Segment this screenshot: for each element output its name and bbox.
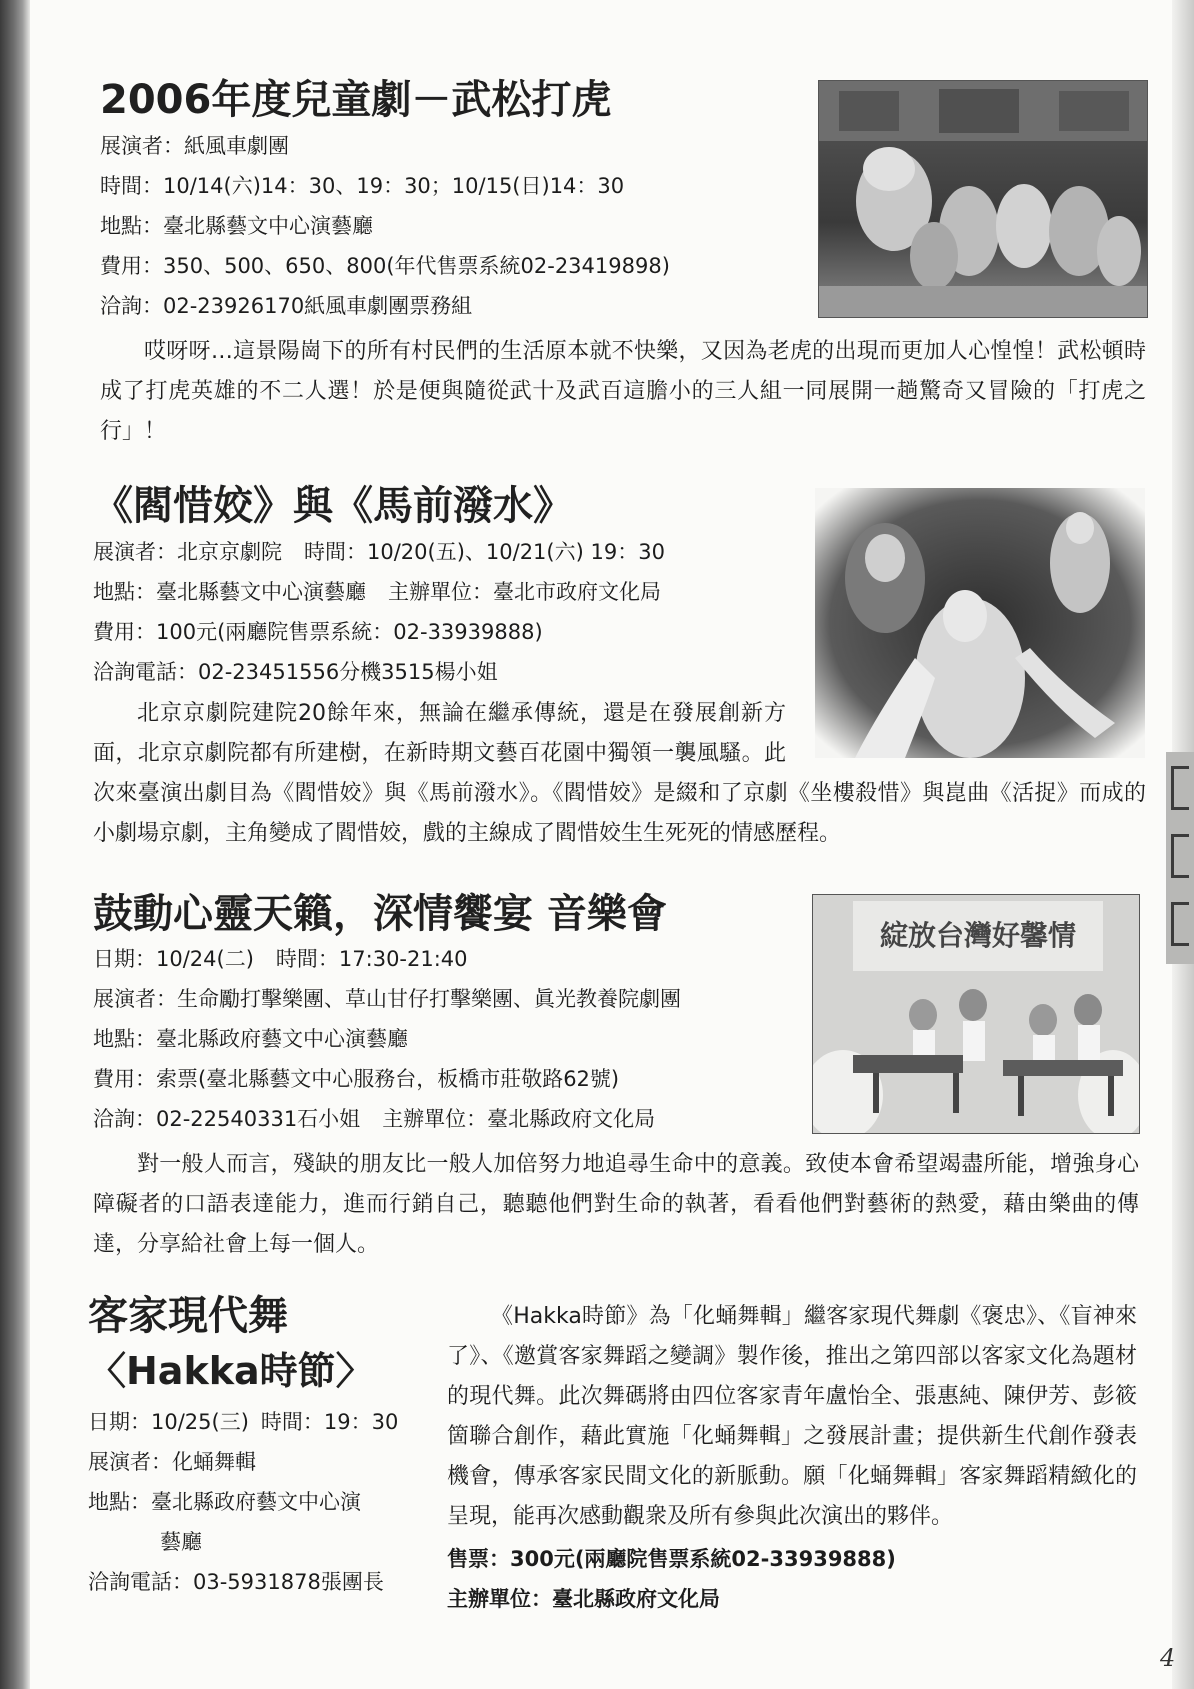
time-text: 時間：17:30-21:40: [275, 947, 468, 971]
tickets-text: 售票：300元(兩廳院售票系統02-33939888): [447, 1547, 896, 1571]
peking-opera-description-top: [93, 694, 1146, 854]
concert-description: 對一般人而言，殘缺的朋友比一般人加倍努力地追尋生命中的意義。致使本會希望竭盡所能，增強身心障礙者的口語表達能力，進而行銷自己，聽聽他們對生命的執著，看看他們對藝術的熱愛，藉由樂曲的傳達，分享給社會上每一個人。: [93, 1152, 1139, 1257]
venue-text: 地點：臺北縣政府藝文中心演藝廳: [93, 1027, 408, 1051]
page-number: 4: [1160, 1644, 1176, 1672]
time-text: 時間：19：30: [260, 1410, 399, 1434]
inquiry-text: 洽詢：02-22540331石小姐: [93, 1107, 361, 1131]
inquiry-organizer-text: [93, 1099, 655, 1139]
wusong-description: 哎呀呀…這景陽崗下的所有村民們的生活原本就不快樂，又因為老虎的出現而更加人心惶惶！武松頓時成了打虎英雄的不二人選！於是便與隨從武十及武百這膽小的三人組一同展開一趟驚奇又冒險的「打虎之行」！: [100, 339, 1146, 444]
performer-time-text: [93, 532, 665, 572]
organizer-text: 主辦單位：臺北縣政府文化局: [382, 1107, 656, 1131]
percussion-concert-photo: [812, 894, 1140, 1134]
section-title-hakka-dance: 客家現代舞: [88, 1293, 288, 1339]
organizer-text: 主辦單位：臺北縣政府文化局: [447, 1587, 720, 1611]
date-text: 日期：10/25(三): [88, 1410, 249, 1434]
performer-text: 展演者：北京京劇院: [93, 540, 282, 564]
organizer-text: 主辦單位：臺北市政府文化局: [388, 580, 661, 604]
date-time-text: [93, 939, 468, 979]
date-text: 日期：10/24(二): [93, 947, 254, 971]
section-title-wusong: 2006年度兒童劇－武松打虎: [100, 77, 612, 123]
hakka-dance-description: 《Hakka時節》為「化蛹舞輯」繼客家現代舞劇《褒忠》、《盲神來了》、《邀賞客家舞蹈之變調》製作後，推出之第四部以客家文化為題材的現代舞。此次舞碼將由四位客家青年盧怡全、張惠純、陳伊芳、彭筱箇聯合創作，藉此實施「化蛹舞輯」之發展計畫；提供新生代創作發表機會，傳承客家民間文化的新脈動。願「化蛹舞輯」客家舞蹈精緻化的呈現，能再次感動觀衆及所有參與此次演出的夥伴。: [447, 1304, 1137, 1529]
venue-text-line1: 地點：臺北縣政府藝文中心演: [88, 1490, 361, 1514]
venue-text: 地點：臺北縣藝文中心演藝廳: [93, 580, 366, 604]
wusong-stage-photo: [818, 80, 1148, 318]
book-binding-shadow: [0, 0, 30, 1689]
venue-text: 地點：臺北縣藝文中心演藝廳: [100, 214, 373, 238]
time-text: 時間：10/20(五)、10/21(六) 19：30: [304, 540, 665, 564]
time-text: 時間：10/14(六)14：30、19：30；10/15(日)14：30: [100, 174, 625, 198]
fee-text: 費用：索票(臺北縣藝文中心服務台，板橋市莊敬路62號): [93, 1067, 620, 1091]
inquiry-text: 洽詢電話：03-5931878張團長: [88, 1570, 384, 1594]
fee-text: 費用：100元(兩廳院售票系統：02-33939888): [93, 620, 543, 644]
performer-text: 展演者：化蛹舞輯: [88, 1450, 256, 1474]
date-time-text: [88, 1402, 398, 1442]
section-title-concert: 鼓動心靈天籟，深情饗宴 音樂會: [93, 891, 667, 937]
inquiry-text: 洽詢：02-23926170紙風車劇團票務組: [100, 294, 473, 318]
venue-organizer-text: [93, 572, 661, 612]
section-subtitle-hakka-dance: 〈Hakka時節〉: [88, 1349, 374, 1393]
performer-text: 展演者：紙風車劇團: [100, 134, 289, 158]
section-title-peking-opera: 《閻惜姣》與《馬前潑水》: [93, 483, 573, 529]
venue-text-line2: 藝廳: [160, 1530, 202, 1554]
fee-text: 費用：350、500、650、800(年代售票系統02-23419898): [100, 254, 670, 278]
peking-opera-description-text: 北京京劇院建院20餘年來，無論在繼承傳統，還是在發展創新方面，北京京劇院都有所建樹，在新時期文藝百花園中獨領一襲風騷。此次來臺演出劇目為《閻惜姣》與《馬前潑水》。《閻惜姣》是綴和了京劇《坐樓殺惜》與崑曲《活捉》而成的小劇場京劇，主角變成了閻惜姣，戲的主線成了閻惜姣生生死死的情感歷程。: [93, 701, 1146, 846]
concert-banner-text: 綻放台灣好馨情: [879, 919, 1077, 952]
inquiry-text: 洽詢電話：02-23451556分機3515楊小姐: [93, 660, 498, 684]
side-index-tab: [1166, 752, 1194, 964]
photo-wrap-spacer: [786, 694, 1146, 774]
performer-text: 展演者：生命勵打擊樂團、草山甘仔打擊樂團、眞光教養院劇團: [93, 987, 681, 1011]
